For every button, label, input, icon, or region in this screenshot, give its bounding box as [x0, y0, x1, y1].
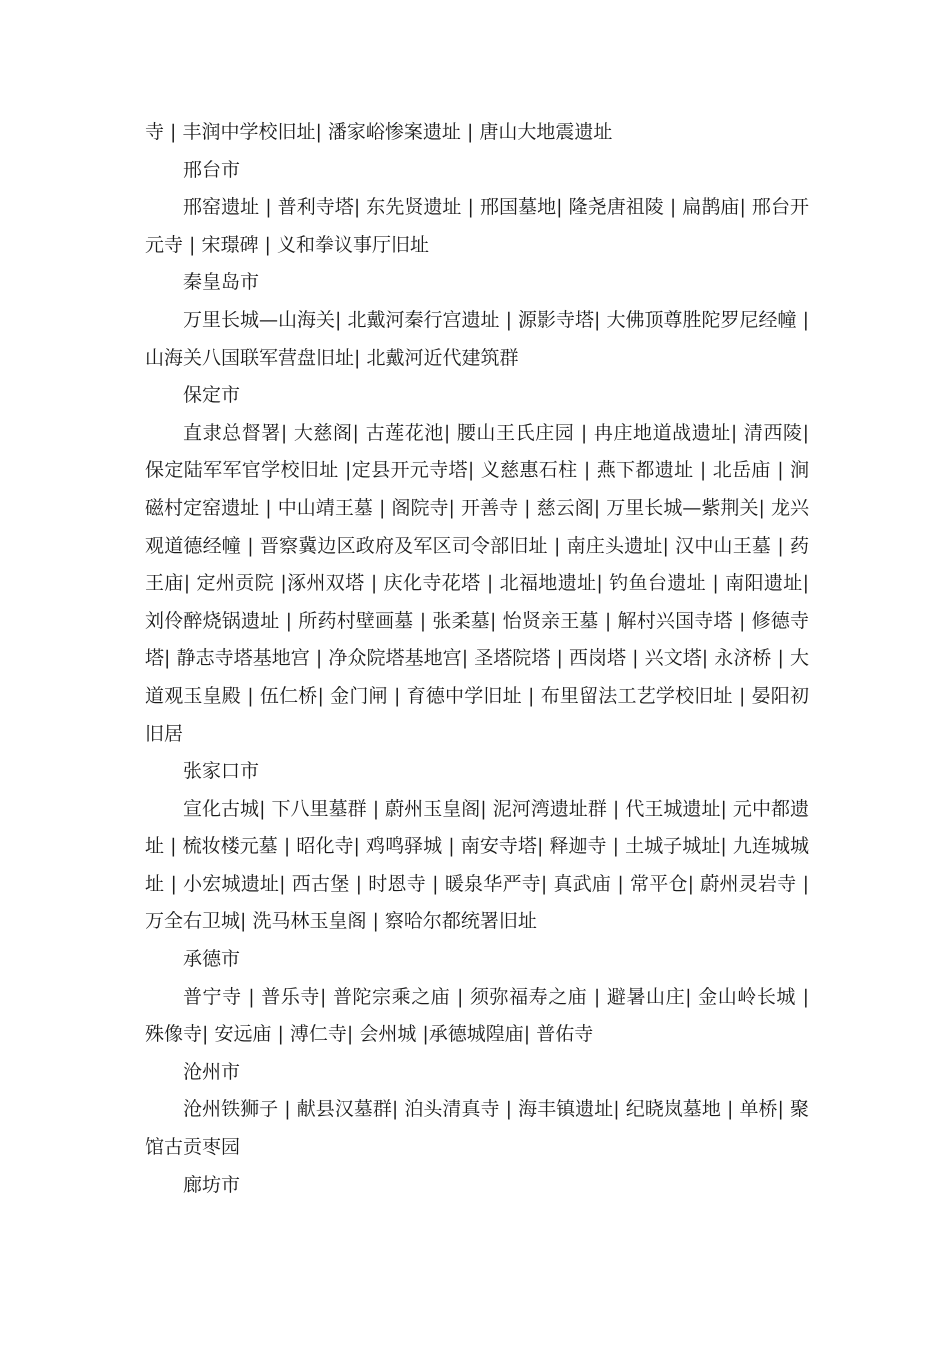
city-heading-xingtai: 邢台市 — [183, 158, 241, 181]
sites-paragraph-qinhuangdao: 万里长城—山海关| 北戴河秦行宫遗址 | 源影寺塔| 大佛顶尊胜陀罗尼经幢 | 山海关八国联军营盘旧址| 北戴河近代建筑群 — [145, 308, 809, 369]
city-heading-zhangjiakou: 张家口市 — [183, 760, 260, 783]
sites-paragraph-baoding: 直隶总督署| 大慈阁| 古莲花池| 腰山王氏庄园 | 冉庄地道战遗址| 清西陵| 保定陆军军官学校旧址 |定县开元寺塔| 义慈惠石柱 | 燕下都遗址 | 北岳庙 | 涧磁村定窑遗址 | 中山靖王墓 | 阁院寺| 开善寺 | 慈云阁| 万里长城—紫荆关| 龙兴观道德经幢 | 晋察冀边区政府及军区司令部旧址 | 南庄头遗址| 汉中山王墓 | 药王庙| 定州贡院 |涿州双塔 | 庆化寺花塔 | 北福地遗址| 钓鱼台遗址 | 南阳遗址| 刘伶醉烧锅遗址 | 所药村壁画墓 | 张柔墓| 怡贤亲王墓 | 解村兴国寺塔 | 修德寺塔| 静志寺塔基地宫 | 净众院塔基地宫| 圣塔院塔 | 西岗塔 | 兴文塔| 永济桥 | 大道观玉皇殿 | 伍仁桥| 金门闸 | 育德中学旧址 | 布里留法工艺学校旧址 | 晏阳初旧居 — [145, 421, 809, 745]
city-heading-chengde: 承德市 — [183, 948, 241, 971]
sites-paragraph-zhangjiakou: 宣化古城| 下八里墓群 | 蔚州玉皇阁| 泥河湾遗址群 | 代王城遗址| 元中都遗址 | 梳妆楼元墓 | 昭化寺| 鸡鸣驿城 | 南安寺塔| 释迦寺 | 土城子城址| 九连城城址 | 小宏城遗址| 西古堡 | 时恩寺 | 暖泉华严寺| 真武庙 | 常平仓| 蔚州灵岩寺 | 万全右卫城| 洗马林玉皇阁 | 察哈尔都统署旧址 — [145, 797, 809, 933]
city-heading-qinhuangdao: 秦皇岛市 — [183, 271, 260, 294]
sites-paragraph-cangzhou: 沧州铁狮子 | 献县汉墓群| 泊头清真寺 | 海丰镇遗址| 纪晓岚墓地 | 单桥| 聚馆古贡枣园 — [145, 1098, 809, 1159]
sites-paragraph-xingtai: 邢窑遗址 | 普利寺塔| 东先贤遗址 | 邢国墓地| 隆尧唐祖陵 | 扁鹊庙| 邢台开元寺 | 宋璟碑 | 义和拳议事厅旧址 — [145, 196, 809, 256]
city-heading-langfang: 廊坊市 — [183, 1173, 241, 1196]
continuation-paragraph: 寺 | 丰润中学校旧址| 潘家峪惨案遗址 | 唐山大地震遗址 — [145, 121, 613, 143]
city-heading-baoding: 保定市 — [183, 384, 241, 407]
city-heading-cangzhou: 沧州市 — [183, 1060, 241, 1083]
document-body — [145, 114, 809, 1204]
sites-paragraph-chengde: 普宁寺 | 普乐寺| 普陀宗乘之庙 | 须弥福寿之庙 | 避暑山庄| 金山岭长城 | 殊像寺| 安远庙 | 溥仁寺| 会州城 |承德城隍庙| 普佑寺 — [145, 985, 809, 1046]
